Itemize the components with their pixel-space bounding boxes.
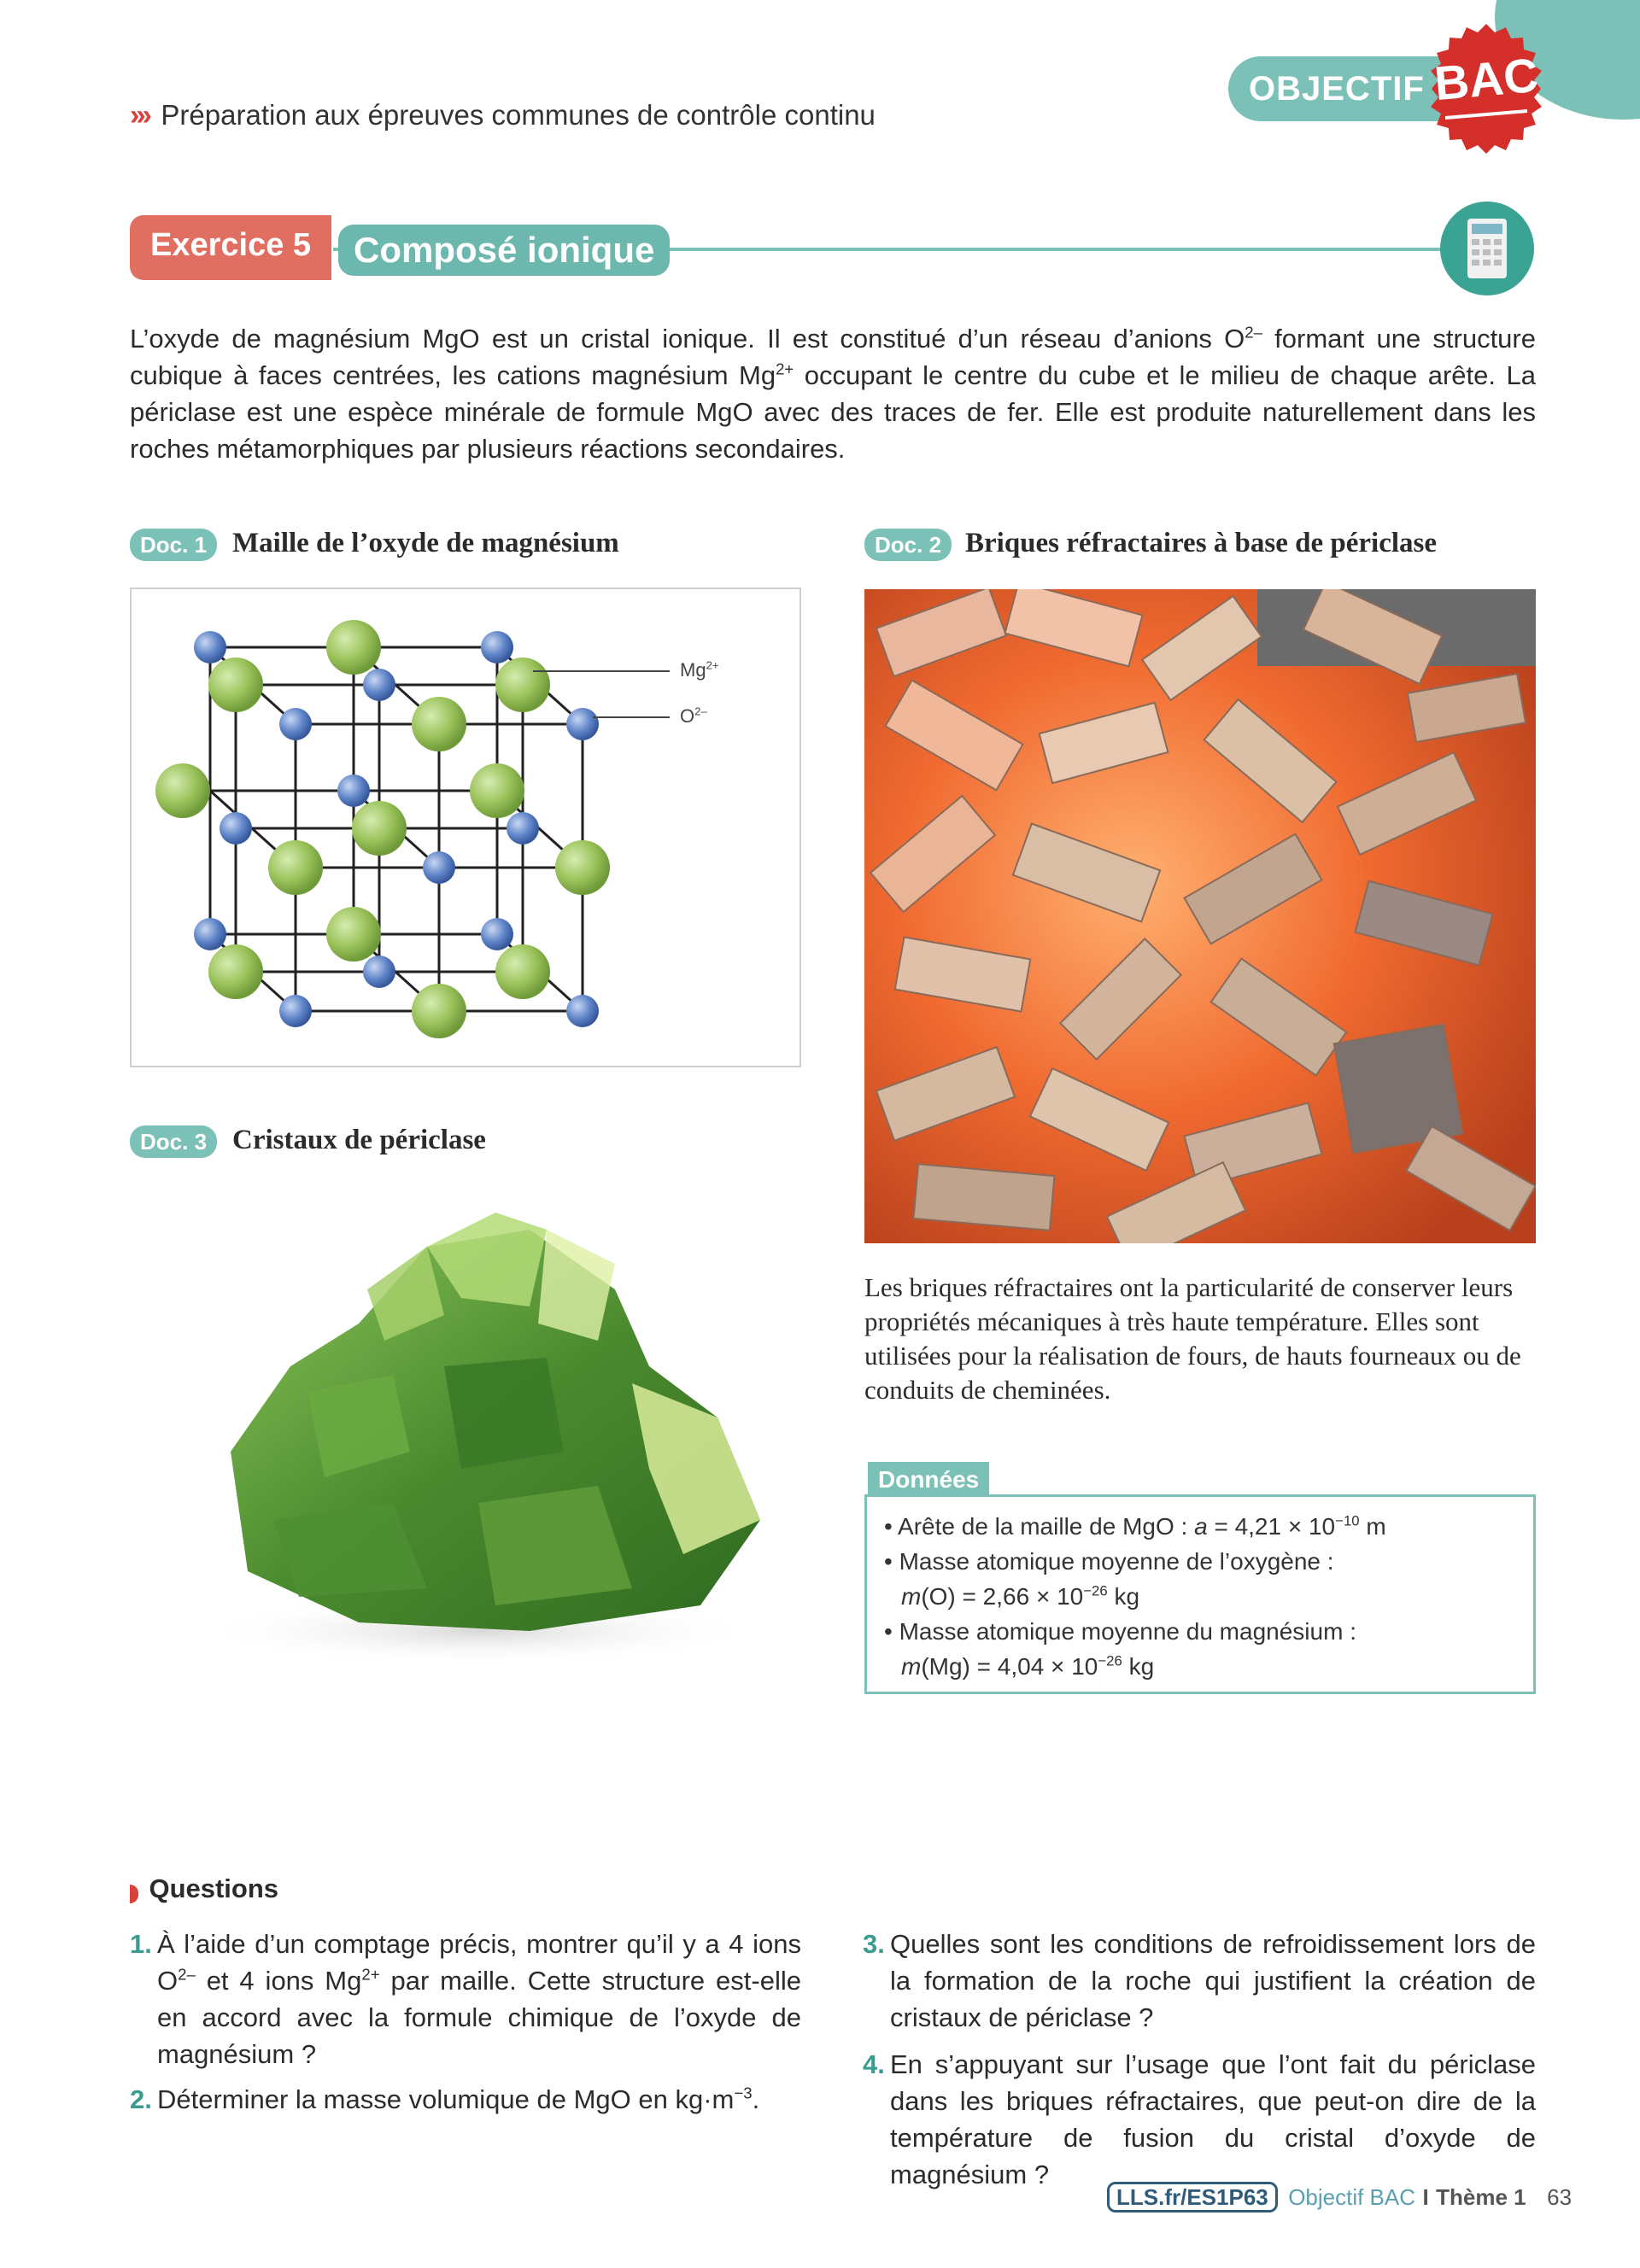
donnees-line-4: • Masse atomique moyenne du magnésium : (884, 1618, 1356, 1645)
refractory-bricks-photo (864, 589, 1536, 1243)
question-3-number: 3. (863, 1929, 885, 1959)
label-o: $O^{2-}$ (680, 704, 707, 727)
footer-text: Objectif BAC (1288, 2184, 1416, 2210)
question-1: 1. À l’aide d’un comptage précis, montrer qu’il y a 4 ions $O^{2-}$ et 4 ions $Mg^{2+}$ par maille. Cette structure est-elle en accord avec la formule chimique de l’oxyde de magnésium ? (130, 1926, 801, 2072)
doc1-tag: Doc. 1 (130, 529, 217, 561)
label-mg: $Mg^{2+}$ (680, 658, 719, 681)
question-1-number: 1. (130, 1929, 152, 1959)
doc2-title: Briques réfractaires à base de périclase (965, 528, 1438, 558)
footer-link[interactable]: LLS.fr/ES1P63 (1107, 2182, 1278, 2212)
footer-theme: Thème 1 (1436, 2184, 1526, 2210)
doc3-tag: Doc. 3 (130, 1125, 217, 1158)
intro-paragraph (130, 320, 1536, 467)
header-title: Préparation aux épreuves communes de contrôle continu (161, 99, 876, 131)
questions-heading (130, 1873, 278, 1904)
question-3: 3. Quelles sont les conditions de refroidissement lors de la formation de la roche qui justifient la création de cristaux de périclase ? (863, 1926, 1536, 2036)
donnees-line-3: $m(O) = 2,66 \times 10^{-26}$ kg (901, 1582, 1140, 1610)
header-breadcrumb (130, 99, 876, 132)
page-number: 63 (1547, 2184, 1573, 2210)
intro-text-2: formant une structure cubique à faces centrées, les cations magnésium Mg (130, 324, 1536, 390)
intro-text-3: occupant le centre du cube et le milieu de chaque arête. La périclase est une espèce minérale de formule MgO avec des traces de fer. Elle est produite naturellement dans les roches métamorphiques par plusieurs réactions secondaires. (130, 360, 1536, 464)
questions-marker-icon (130, 1885, 138, 1903)
doc2-tag: Doc. 2 (864, 529, 952, 561)
bac-seal (1420, 22, 1553, 155)
exercise-title: Composé ionique (338, 225, 670, 276)
chevrons-icon: ››› (130, 99, 149, 132)
intro-text-1: L’oxyde de magnésium MgO est un cristal ionique. Il est constitué d’un réseau d’anions O (130, 324, 1245, 354)
objectif-label: OBJECTIF (1249, 70, 1425, 108)
bac-label: BAC (1432, 47, 1541, 111)
donnees-line-2: • Masse atomique moyenne de l’oxygène : (884, 1548, 1334, 1575)
donnees-label: Données (868, 1462, 989, 1496)
question-2: 2. Déterminer la masse volumique de MgO en $kg\cdot m^{-3}$. (130, 2081, 801, 2118)
donnees-line-5: $m(Mg) = 4,04 \times 10^{-26}$ kg (901, 1652, 1155, 1680)
question-2-number: 2. (130, 2084, 152, 2114)
periclase-crystal-photo (171, 1195, 786, 1674)
doc1-title: Maille de l’oxyde de magnésium (232, 528, 619, 558)
calculator-icon (1438, 200, 1536, 297)
intro-sup-2: 2+ (776, 359, 794, 378)
footer (1107, 2183, 1572, 2212)
donnees-line-1: • Arête de la maille de MgO : $a = 4,21 \times 10^{-10}$ m (884, 1512, 1386, 1540)
doc3-title: Cristaux de périclase (232, 1125, 486, 1155)
question-4-number: 4. (863, 2049, 885, 2079)
questions-title: Questions (149, 1873, 279, 1903)
donnees-box (864, 1494, 1536, 1694)
exercise-number: Exercice 5 (130, 215, 331, 280)
doc2-caption: Les briques réfractaires ont la particularité de conserver leurs propriétés mécaniques à très haute température. Elles sont utilisées pour la réalisation de fours, de hauts fourneaux ou de conduits de cheminées. (864, 1272, 1521, 1405)
question-4: 4. En s’appuyant sur l’usage que l’ont fait du périclase dans les briques réfractaires, que peut-on dire de la température de fusion du cristal d’oxyde de magnésium ? (863, 2046, 1536, 2193)
crystal-lattice-figure (130, 587, 801, 1067)
footer-separator: I (1422, 2184, 1429, 2210)
intro-sup-1: 2– (1245, 323, 1262, 342)
